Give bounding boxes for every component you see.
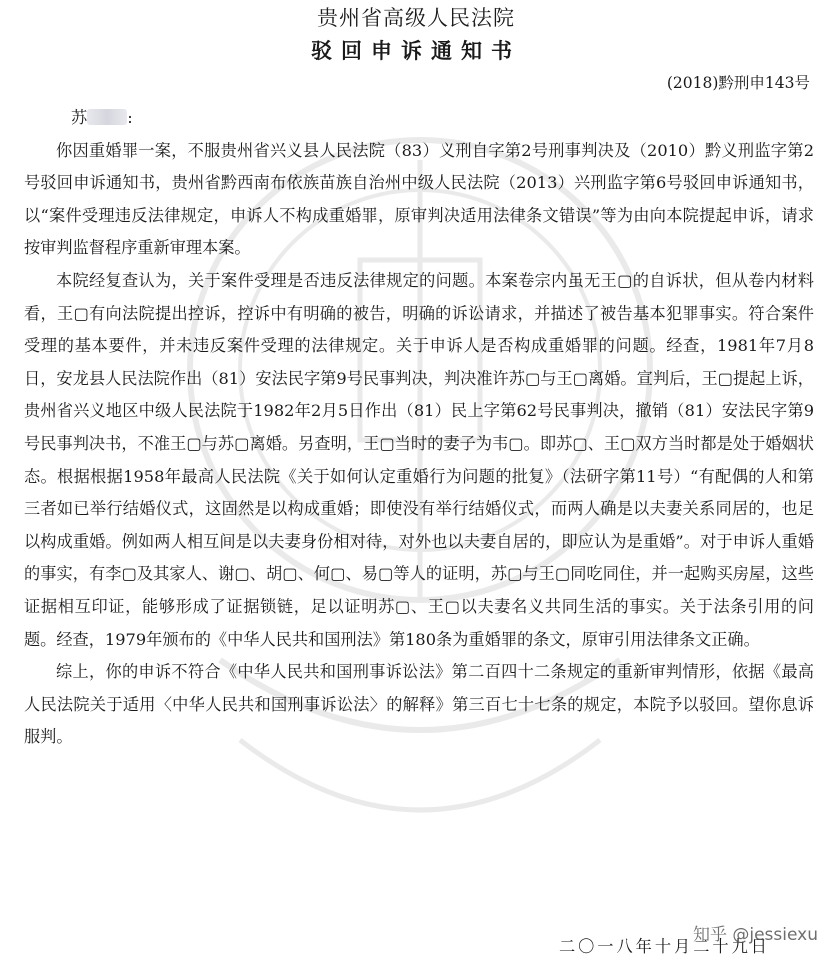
court-name: 贵州省高级人民法院 [317,6,515,30]
document-date: 二〇一八年十月二十九日 [558,937,770,956]
case-number: (2018)黔刑申143号 [666,74,810,92]
document-title: 驳回申诉通知书 [311,39,521,63]
zhihu-watermark: 知乎 @jessiexu [692,925,818,945]
paragraph-2: 本院经复查认为，关于案件受理是否违反法律规定的问题。本案卷宗内虽无王▢的自诉状，但从卷内材料看，王▢有向法院提出控诉，控诉中有明确的被告，明确的诉讼请求，并描述了被告基本犯罪事实。符合案件受理的基本要件，并未违反案件受理的法律规定。关于申诉人是否构成重婚罪的问题。经查，1981年7月8日，安龙县人民法院作出（81）安法民字第9号民事判决，判决准许苏▢与王▢离婚。宣判后，王▢提起上诉，贵州省兴义地区中级人民法院于1982年2月5日作出（81）民上字第62号民事判决，撤销（81）安法民字第9号民事判决书，不准王▢与苏▢离婚。另查明，王▢当时的妻子为韦▢。即苏▢、王▢双方当时都是处于婚姻状态。根据根据1958年最高人民法院《关于如何认定重婚行为问题的批复》（法研字第11号）“有配偶的人和第三者如已举行结婚仪式，这固然是以构成重婚；即使没有举行结婚仪式，而两人确是以夫妻关系同居的，也足以构成重婚。例如两人相互间是以夫妻身份相对待，对外也以夫妻自居的，即应认为是重婚”。对于申诉人重婚的事实，有李▢及其家人、谢▢、胡▢、何▢、易▢等人的证明，苏▢与王▢同吃同住，并一起购买房屋，这些证据相互印证，能够形成了证据锁链，足以证明苏▢、王▢以夫妻名义共同生活的事实。关于法条引用的问题。经查，1979年颁布的《中华人民共和国刑法》第180条为重婚罪的条文，原审引用法律条文正确。 [24,270,814,649]
document-body [24,102,814,754]
salutation: 苏 : [71,108,133,127]
paragraph-3: 综上，你的申诉不符合《中华人民共和国刑事诉讼法》第二百四十二条规定的重新审判情形，依据《最高人民法院关于适用〈中华人民共和国刑事诉讼法〉的解释》第三百七十七条的规定，本院予以驳回。望你息诉服判。 [24,662,814,747]
redaction [87,109,127,125]
paragraph-1: 你因重婚罪一案，不服贵州省兴义县人民法院（83）义刑自字第2号刑事判决及（2010）黔义刑监字第2号驳回申诉通知书，贵州省黔西南布依族苗族自治州中级人民法院（2013）兴刑监字第6号驳回申诉通知书，以“案件受理违反法律规定，申诉人不构成重婚罪，原审判决适用法律条文错误”等为由向本院提起申诉，请求按审判监督程序重新审理本案。 [24,140,814,258]
